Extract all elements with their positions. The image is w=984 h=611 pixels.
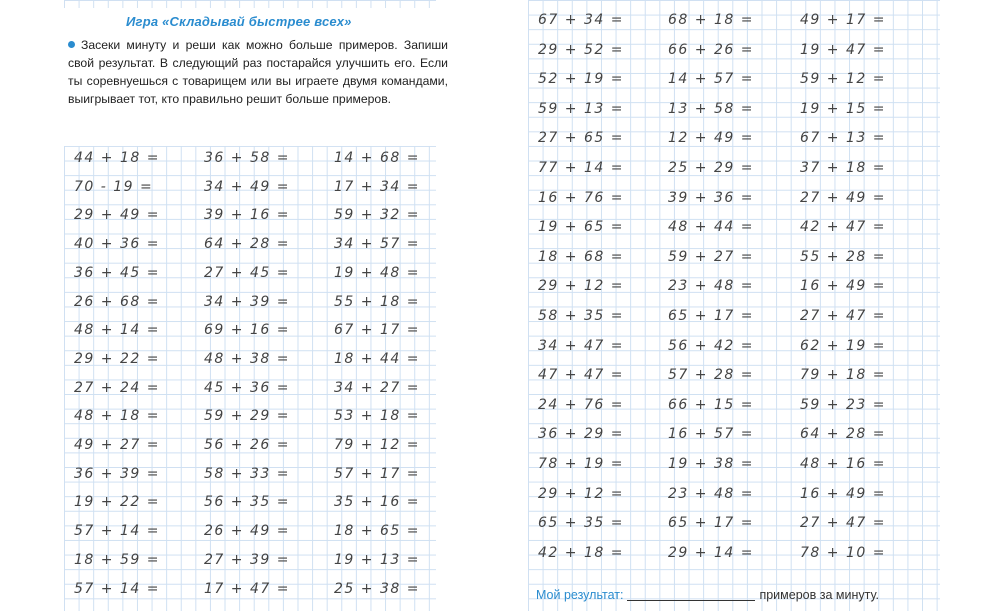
exercise-item: 17 + 34 = [334, 178, 420, 195]
exercise-item: 23 + 48 = [668, 278, 754, 295]
exercise-item: 19 + 38 = [668, 456, 754, 472]
exercise-item: 18 + 65 = [334, 523, 420, 540]
exercise-item: 37 + 18 = [800, 160, 886, 176]
exercise-item: 13 + 58 = [668, 100, 754, 117]
exercise-item: 59 + 29 = [204, 408, 290, 425]
exercise-item: 34 + 27 = [334, 379, 420, 396]
exercise-item: 34 + 49 = [204, 178, 290, 195]
exercise-item: 29 + 49 = [74, 207, 160, 224]
result-suffix: примеров за минуту. [759, 588, 879, 602]
book-spine [440, 0, 524, 611]
exercise-item: 16 + 49 = [800, 485, 886, 502]
exercise-item: 26 + 49 = [204, 523, 290, 540]
exercise-item: 59 + 23 = [800, 396, 886, 413]
exercise-item: 58 + 35 = [538, 308, 624, 324]
exercise-item: 29 + 22 = [74, 350, 160, 367]
exercise-item: 16 + 49 = [800, 278, 886, 295]
exercise-item: 25 + 29 = [668, 160, 754, 176]
instructions-text: Засеки минуту и реши как можно больше примеров. Запиши свой результат. В следующий раз постарайся улучшить его. Если ты соревнуешься с товарищем или вы играете двумя командами, выигрывает тот, кто правильно решит больше примеров. [68, 38, 448, 106]
exercise-item: 39 + 36 = [668, 189, 754, 206]
exercise-item: 49 + 17 = [800, 12, 886, 28]
exercise-item: 64 + 28 = [204, 236, 290, 253]
exercise-item: 16 + 57 = [668, 426, 754, 443]
exercise-item: 25 + 38 = [334, 580, 420, 597]
exercise-item: 78 + 10 = [800, 544, 886, 561]
exercise-item: 19 + 13 = [334, 551, 420, 568]
exercise-item: 19 + 48 = [334, 264, 420, 281]
exercise-item: 39 + 16 = [204, 207, 290, 224]
exercise-item: 27 + 47 = [800, 308, 886, 324]
page-margin [940, 0, 984, 611]
exercise-item: 34 + 39 = [204, 293, 290, 310]
exercise-item: 14 + 57 = [668, 71, 754, 88]
exercise-item: 48 + 38 = [204, 350, 290, 367]
exercise-item: 66 + 15 = [668, 396, 754, 413]
exercise-item: 78 + 19 = [538, 456, 624, 472]
exercise-item: 57 + 28 = [668, 367, 754, 384]
exercise-item: 48 + 18 = [74, 408, 160, 425]
exercise-item: 67 + 17 = [334, 322, 420, 339]
exercise-item: 17 + 47 = [204, 580, 290, 597]
exercise-item: 44 + 18 = [74, 150, 160, 166]
exercise-item: 14 + 68 = [334, 150, 420, 166]
exercise-item: 49 + 27 = [74, 437, 160, 453]
exercise-item: 34 + 47 = [538, 337, 624, 354]
exercise-item: 65 + 17 = [668, 308, 754, 324]
exercise-item: 18 + 68 = [538, 248, 624, 265]
exercise-item: 34 + 57 = [334, 236, 420, 253]
exercise-item: 69 + 16 = [204, 322, 290, 339]
exercise-item: 36 + 29 = [538, 426, 624, 443]
exercise-item: 48 + 16 = [800, 456, 886, 472]
exercise-item: 55 + 28 = [800, 248, 886, 265]
exercise-item: 19 + 15 = [800, 100, 886, 117]
exercise-item: 52 + 19 = [538, 71, 624, 88]
result-line [536, 588, 879, 602]
bullet-icon [68, 41, 75, 48]
exercise-item: 19 + 65 = [538, 219, 624, 236]
exercise-item: 36 + 45 = [74, 264, 160, 281]
exercise-item: 36 + 58 = [204, 150, 290, 166]
exercise-item: 65 + 35 = [538, 515, 624, 532]
exercise-item: 68 + 18 = [668, 12, 754, 28]
exercise-item: 70 - 19 = [74, 178, 154, 195]
instructions [68, 36, 448, 108]
exercise-item: 59 + 12 = [800, 71, 886, 88]
exercise-item: 27 + 65 = [538, 130, 624, 147]
exercise-item: 57 + 14 = [74, 523, 160, 540]
exercise-item: 29 + 52 = [538, 41, 624, 58]
exercise-item: 26 + 68 = [74, 293, 160, 310]
exercise-item: 29 + 12 = [538, 278, 624, 295]
exercise-item: 62 + 19 = [800, 337, 886, 354]
exercise-item: 57 + 17 = [334, 465, 420, 482]
exercise-item: 27 + 45 = [204, 264, 290, 281]
exercise-item: 27 + 24 = [74, 379, 160, 396]
exercise-item: 67 + 34 = [538, 12, 624, 28]
exercise-item: 56 + 42 = [668, 337, 754, 354]
exercise-item: 55 + 18 = [334, 293, 420, 310]
exercise-item: 29 + 12 = [538, 485, 624, 502]
exercise-item: 27 + 47 = [800, 515, 886, 532]
exercise-item: 48 + 14 = [74, 322, 160, 339]
exercise-item: 59 + 13 = [538, 100, 624, 117]
exercise-item: 23 + 48 = [668, 485, 754, 502]
page-title: Игра «Складывай быстрее всех» [126, 14, 352, 29]
exercise-item: 12 + 49 = [668, 130, 754, 147]
exercise-item: 29 + 14 = [668, 544, 754, 561]
exercise-item: 19 + 47 = [800, 41, 886, 58]
exercise-item: 42 + 47 = [800, 219, 886, 236]
exercise-item: 59 + 32 = [334, 207, 420, 224]
exercise-item: 47 + 47 = [538, 367, 624, 384]
exercise-item: 18 + 44 = [334, 350, 420, 367]
exercise-item: 64 + 28 = [800, 426, 886, 443]
exercise-item: 65 + 17 = [668, 515, 754, 532]
exercise-item: 16 + 76 = [538, 189, 624, 206]
result-label: Мой результат: [536, 588, 624, 602]
exercise-item: 35 + 16 = [334, 494, 420, 511]
exercise-item: 79 + 18 = [800, 367, 886, 384]
exercise-item: 77 + 14 = [538, 160, 624, 176]
exercise-item: 58 + 33 = [204, 465, 290, 482]
exercise-item: 56 + 35 = [204, 494, 290, 511]
exercise-item: 19 + 22 = [74, 494, 160, 511]
exercise-item: 18 + 59 = [74, 551, 160, 568]
exercise-item: 66 + 26 = [668, 41, 754, 58]
exercise-item: 42 + 18 = [538, 544, 624, 561]
exercise-item: 27 + 49 = [800, 189, 886, 206]
exercise-item: 67 + 13 = [800, 130, 886, 147]
exercise-item: 27 + 39 = [204, 551, 290, 568]
exercise-item: 45 + 36 = [204, 379, 290, 396]
exercise-item: 48 + 44 = [668, 219, 754, 236]
exercise-item: 40 + 36 = [74, 236, 160, 253]
exercise-item: 53 + 18 = [334, 408, 420, 425]
exercise-item: 59 + 27 = [668, 248, 754, 265]
exercise-item: 24 + 76 = [538, 396, 624, 413]
exercise-item: 56 + 26 = [204, 437, 290, 453]
exercise-item: 57 + 14 = [74, 580, 160, 597]
exercise-item: 36 + 39 = [74, 465, 160, 482]
result-blank[interactable] [627, 600, 755, 601]
exercise-item: 79 + 12 = [334, 437, 420, 453]
